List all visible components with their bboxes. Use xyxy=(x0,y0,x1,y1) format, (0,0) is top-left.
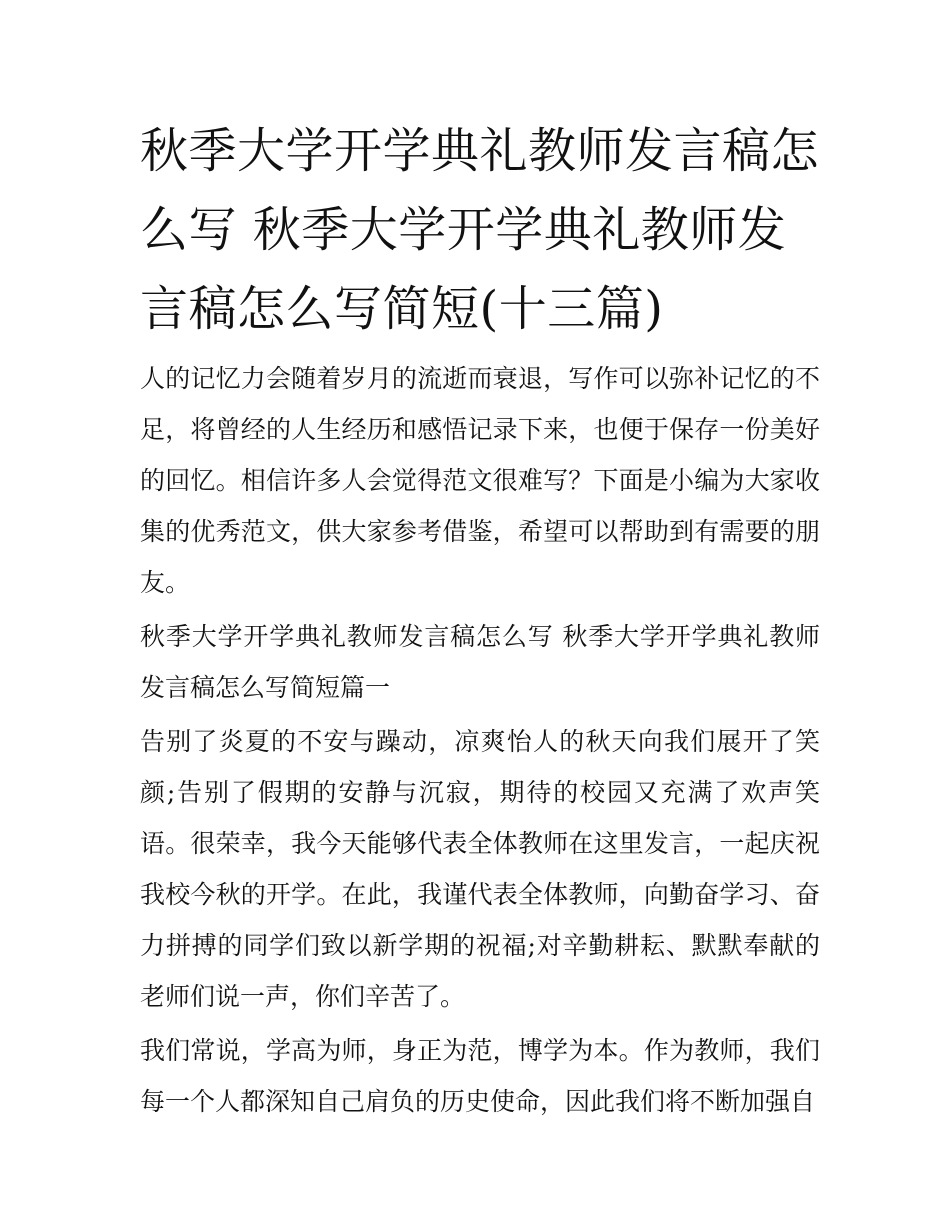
document-page xyxy=(140,112,820,1127)
section-heading: 秋季大学开学典礼教师发言稿怎么写 秋季大学开学典礼教师发言稿怎么写简短篇一 xyxy=(140,622,820,702)
document-title: 秋季大学开学典礼教师发言稿怎么写 秋季大学开学典礼教师发言稿怎么写简短(十三篇) xyxy=(140,123,820,337)
body-paragraph: 告别了炎夏的不安与躁动，凉爽怡人的秋天向我们展开了笑颜;告别了假期的安静与沉寂，期待的校园又充满了欢声笑语。很荣幸，我今天能够代表全体教师在这里发言，一起庆祝我校今秋的开学。在此，我谨代表全体教师，向勤奋学习、奋力拼搏的同学们致以新学期的祝福;对辛勤耕耘、默默奉献的老师们说一声，你们辛苦了。 xyxy=(140,727,820,1011)
body-paragraph: 我们常说，学高为师，身正为范，博学为本。作为教师，我们每一个人都深知自己肩负的历史使命，因此我们将不断加强自 xyxy=(140,1036,820,1116)
intro-paragraph: 人的记忆力会随着岁月的流逝而衰退，写作可以弥补记忆的不足，将曾经的人生经历和感悟记录下来，也便于保存一份美好的回忆。相信许多人会觉得范文很难写？下面是小编为大家收集的优秀范文，供大家参考借鉴，希望可以帮助到有需要的朋友。 xyxy=(140,364,820,597)
